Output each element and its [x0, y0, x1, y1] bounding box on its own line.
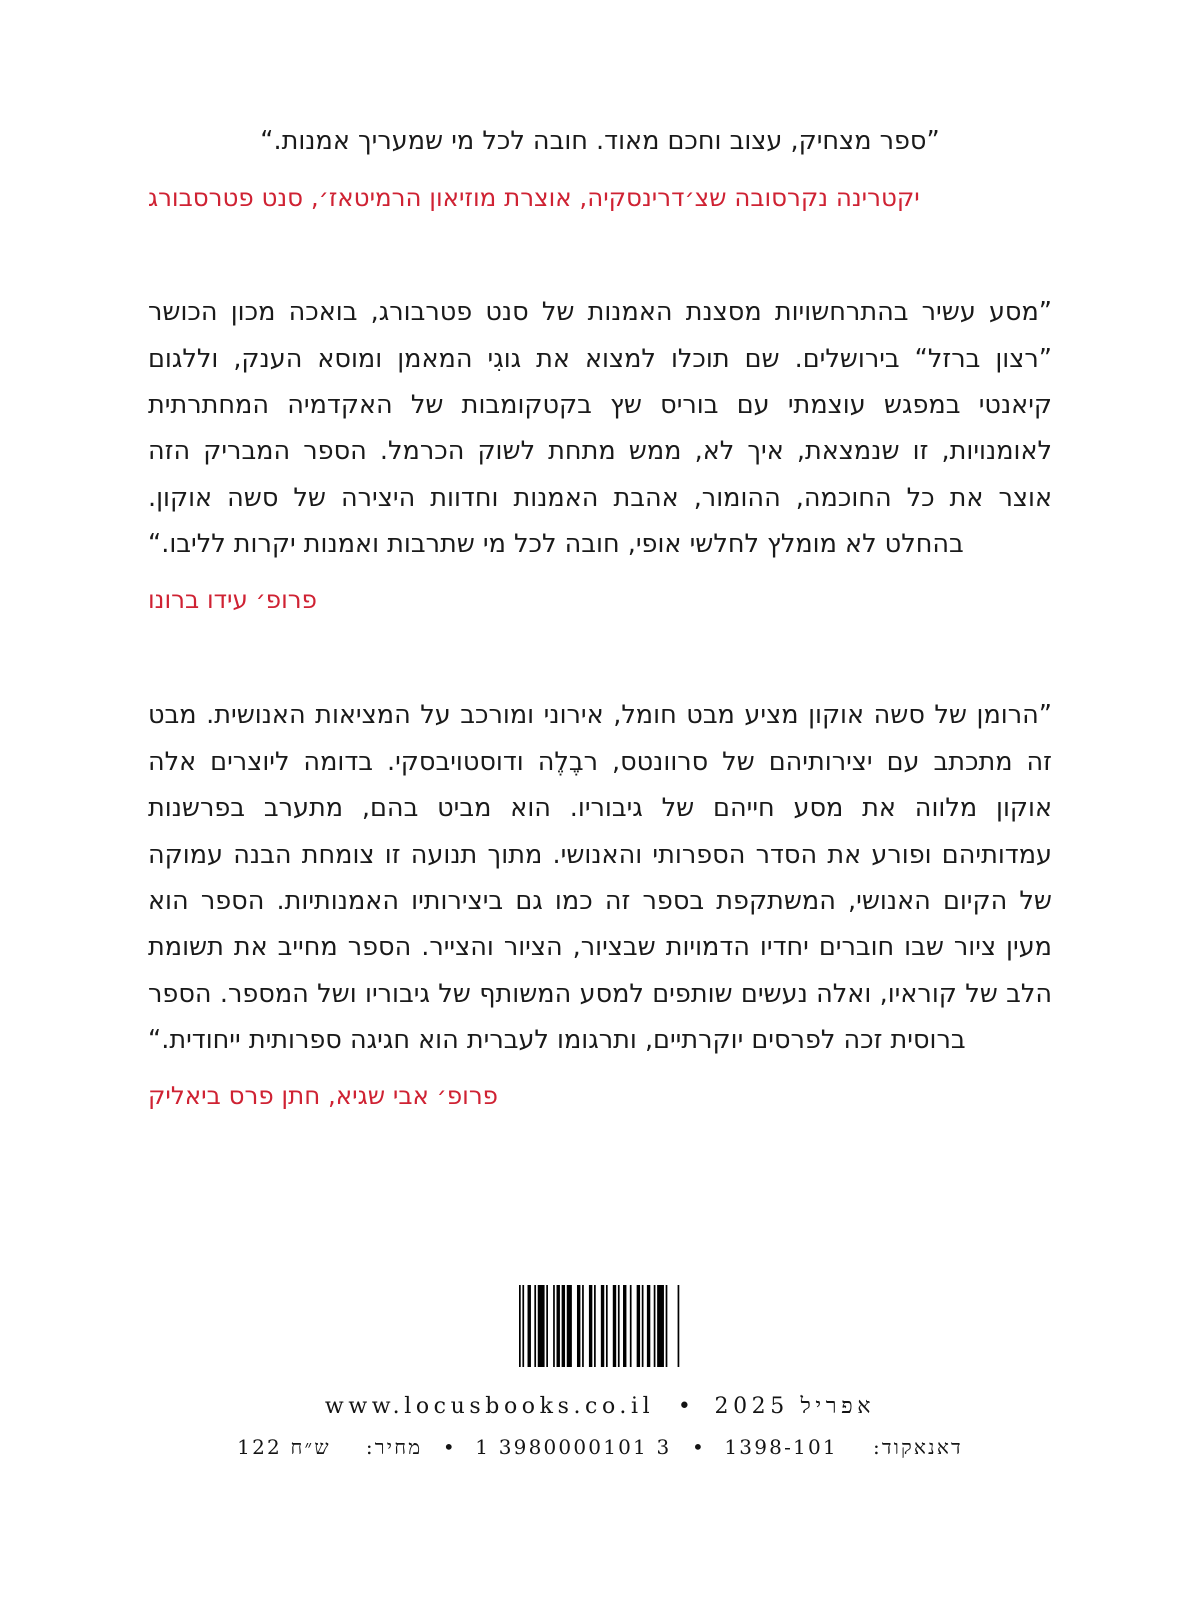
footer-line-publication — [0, 1393, 1200, 1419]
blurb-block — [148, 289, 1052, 618]
blurbs-container — [148, 118, 1052, 1170]
footer-separator-2: • — [692, 1435, 704, 1459]
blurb-block — [148, 118, 1052, 217]
publication-date: אפריל 2025 — [714, 1394, 876, 1419]
blurb-attribution: יקטרינה נקרסובה שצ׳דרינסקיה, אוצרת מוזיאון הרמיטאז׳, סנט פטרסבורג — [148, 183, 920, 213]
footer-separator-3: • — [442, 1435, 455, 1459]
blurb-body: ”הרומן של סשה אוקון מציע מבט חומל, אירוני ומורכב על המציאות האנושית. מבט זה מתכתב עם יצירותיהם של סרוונטס, רבֶלֶה ודוסטויבסקי. בדומה ליוצרים אלה אוקון מלווה את מסע חייהם של גיבוריו. הוא מביט בהם, מתערב בפרשנות עמדותיהם ופורע את הסדר הספרותי והאנושי. מתוך תנועה זו צומחת הבנה עמוקה של הקיום האנושי, המשתקפת בספר זה כמו גם ביצירותיו האמנותיות. הספר הוא מעין ציור שבו חוברים יחדיו הדמויות שבציור, הציור והצייר. הספר מחייב את תשומת הלב של קוראיו, ואלה נעשים שותפים למסע המשותף של גיבוריו ושל המספר. הספר ברוסית זכה לפרסים יוקרתיים, ותרגומו לעברית הוא חגיגה ספרותית ייחודית.“ — [148, 700, 1052, 1056]
blurb-block — [148, 692, 1052, 1114]
price-label: מחיר: — [365, 1435, 423, 1459]
footer-line-codes — [0, 1435, 1200, 1460]
blurb-attribution: פרופ׳ עידו ברונו — [148, 584, 317, 614]
footer-text-lines — [0, 1393, 1200, 1460]
blurb-body: ”ספר מצחיק, עצוב וחכם מאוד. חובה לכל מי שמעריך אמנות.“ — [260, 126, 940, 156]
cover-footer — [0, 1285, 1200, 1460]
danacode-label: דאנאקוד: — [872, 1435, 963, 1459]
price-value: 122 ש״ח — [237, 1435, 331, 1459]
blurb-attribution: פרופ׳ אבי שגיא, חתן פרס ביאליק — [148, 1080, 498, 1110]
barcode-wrap — [0, 1285, 1200, 1367]
publisher-website[interactable]: www.locusbooks.co.il — [324, 1394, 655, 1419]
danacode-value: 1398-101 — [724, 1435, 838, 1459]
barcode-icon — [519, 1285, 681, 1367]
blurb-body: ”מסע עשיר בהתרחשויות מסצנת האמנות של סנט פטרבורג, בואכה מכון הכושר ”רצון ברזל“ בירושלים. שם תוכלו למצוא את גוגִי המאמן ומוסא הענק, וללגום קיאנטי במפגש עוצמתי עם בוריס שץ בקטקומבות של האקדמיה המחתרתית לאומנויות, זו שנמצאת, איך לא, ממש מתחת לשוק הכרמל. הספר המבריק הזה אוצר את כל החוכמה, ההומור, אהבת האמנות וחדוות היצירה של סשה אוקון. בהחלט לא מומלץ לחלשי אופי, חובה לכל מי שתרבות ואמנות יקרות לליבו.“ — [148, 297, 1052, 560]
isbn-value: 1 3980000101 3 — [475, 1435, 672, 1459]
footer-separator-1: • — [677, 1394, 691, 1419]
